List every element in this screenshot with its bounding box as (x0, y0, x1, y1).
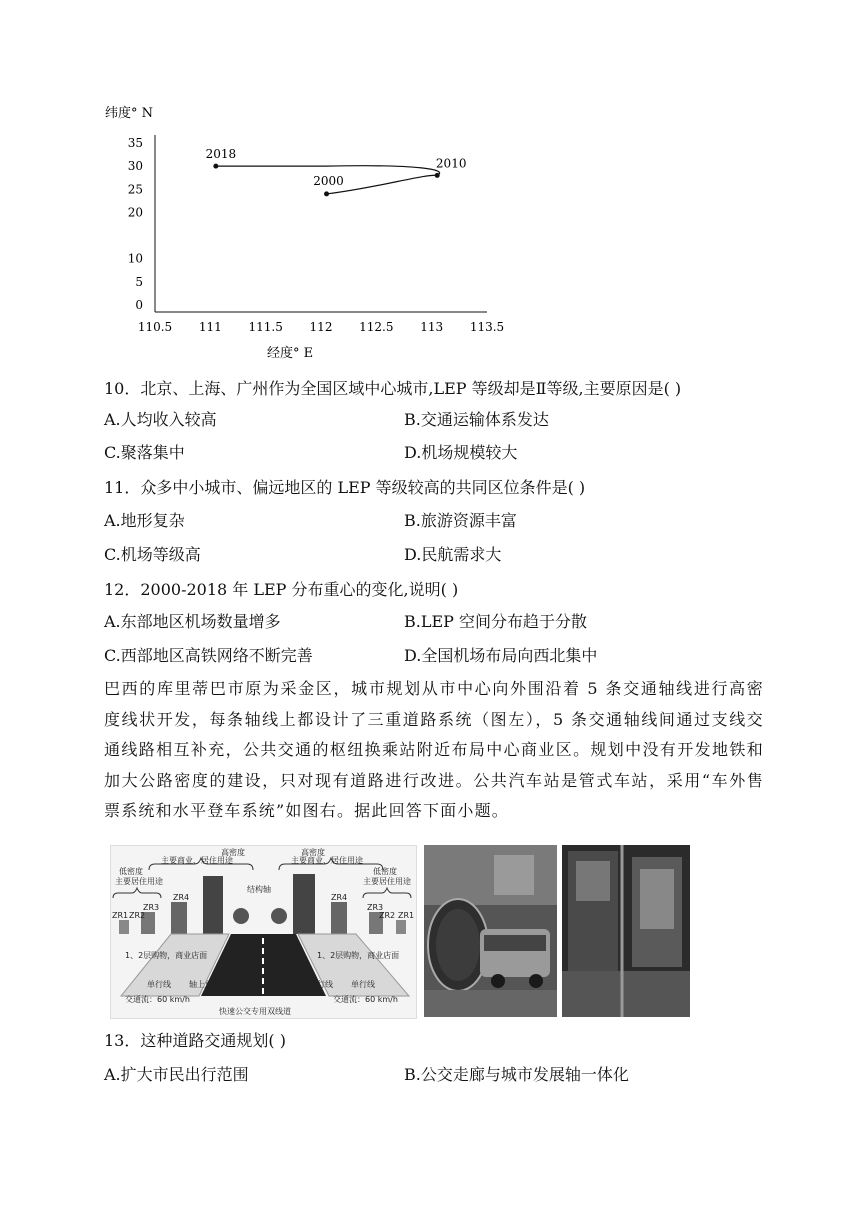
x-axis-label: 经度° E (267, 346, 314, 361)
q13-stem: 13．这种道路交通规划( ) (104, 1031, 286, 1050)
label-traffic-l: 交通流：60 km/h (125, 995, 190, 1004)
y-tick-label: 0 (135, 298, 143, 312)
bus-boarding-svg (562, 845, 690, 1017)
y-tick-label: 5 (135, 274, 143, 289)
q12-option-d[interactable]: D.全国机场布局向西北集中 (404, 646, 598, 665)
tube-station-svg (424, 845, 557, 1017)
x-tick-label: 110.5 (137, 320, 173, 334)
label-bus-lane: 快速公交专用双线道 (219, 1007, 291, 1016)
label-commercial-l: 主要商业、居住用途 (161, 856, 233, 865)
label-oneway-r: 单行线 (351, 980, 375, 989)
label-zr4-l: ZR4 (173, 893, 190, 902)
label-residential-l: 主要居住用途 (115, 877, 163, 886)
q11-option-c[interactable]: C.机场等级高 (104, 545, 201, 564)
q10-option-a[interactable]: A.人均收入较高 (104, 410, 217, 429)
q12-option-a[interactable]: A.东部地区机场数量增多 (104, 612, 281, 631)
label-oneway-l: 单行线 (147, 980, 171, 989)
x-tick-label: 113 (420, 320, 444, 334)
q11-option-a[interactable]: A.地形复杂 (104, 511, 185, 530)
q11-option-b[interactable]: B.旅游资源丰富 (404, 511, 517, 530)
reading-passage: 巴西的库里蒂巴市原为采金区，城市规划从市中心向外围沿着 5 条交通轴线进行高密度线状开发，每条轴线上都设计了三重道路系统（图左），5 条交通轴线间通过支线交通线路相互补充，公共交通的枢纽换乘站附近布局中心商业区。规划中没有开发地铁和加大公路密度的建设，只对现有道路进行改进。公共汽车站是管式车站，采用“车外售票系统和水平登车系统”如图右。据此回答下面小题。 (104, 679, 764, 820)
data-label: 2010 (435, 156, 467, 171)
label-structural-axis: 结构轴 (247, 885, 271, 894)
bus-boarding-photo (562, 845, 690, 1017)
label-zr1-r: ZR1 (398, 911, 415, 920)
data-label: 2018 (205, 147, 237, 162)
label-axis-oneway-r: 轴上单行线 (293, 980, 333, 989)
y-tick-label: 20 (127, 205, 143, 220)
label-shops-l: 1、2层购物，商业店面 (125, 951, 208, 960)
label-commercial-r: 主要商业、居住用途 (291, 856, 363, 865)
q10-option-b[interactable]: B.交通运输体系发达 (404, 410, 549, 429)
q10-stem: 10．北京、上海、广州作为全国区域中心城市,LEP 等级却是Ⅱ等级,主要原因是( ) (104, 379, 682, 398)
q10-option-c[interactable]: C.聚落集中 (104, 443, 185, 462)
x-tick-label: 112.5 (359, 320, 394, 334)
road-system-diagram (110, 845, 417, 1019)
q13-option-a[interactable]: A.扩大市民出行范围 (104, 1065, 249, 1084)
label-high-density-l: 高密度 (221, 848, 245, 857)
data-point (435, 173, 440, 178)
label-zr2-l: ZR2 (129, 911, 146, 920)
q10-option-d[interactable]: D.机场规模较大 (404, 443, 518, 462)
y-tick-label: 30 (127, 159, 143, 174)
label-traffic-r: 交通流：60 km/h (333, 995, 398, 1004)
x-tick-label: 111 (198, 320, 222, 334)
label-low-density-l: 低密度 (119, 867, 143, 876)
label-zr1-l: ZR1 (112, 911, 129, 920)
data-point (213, 164, 218, 169)
label-axis-oneway-l: 轴上单行线 (189, 980, 229, 989)
x-tick-label: 112 (309, 320, 333, 334)
label-residential-r: 主要居住用途 (363, 877, 411, 886)
road-diagram-svg (111, 846, 416, 1018)
label-zr3-l: ZR3 (143, 903, 160, 912)
label-zr3-r: ZR3 (367, 903, 384, 912)
q11-stem: 11．众多中小城市、偏远地区的 LEP 等级较高的共同区位条件是( ) (104, 478, 586, 497)
y-tick-label: 25 (127, 182, 143, 197)
data-point (324, 191, 329, 196)
label-shops-r: 1、2层购物，商业店面 (317, 951, 400, 960)
centroid-chart (95, 95, 515, 370)
q12-option-b[interactable]: B.LEP 空间分布趋于分散 (404, 612, 588, 631)
q13-option-b[interactable]: B.公交走廊与城市发展轴一体化 (404, 1065, 629, 1084)
x-tick-label: 111.5 (248, 320, 283, 334)
label-zr2-r: ZR2 (379, 911, 396, 920)
q12-stem: 12．2000-2018 年 LEP 分布重心的变化,说明( ) (104, 580, 459, 599)
label-high-density-r: 高密度 (301, 848, 325, 857)
data-label: 2000 (313, 173, 344, 188)
label-low-density-r: 低密度 (373, 867, 397, 876)
y-axis-label: 纬度° N (105, 106, 154, 121)
label-zr4-r: ZR4 (331, 893, 348, 902)
x-tick-label: 113.5 (469, 320, 505, 334)
q11-option-d[interactable]: D.民航需求大 (404, 545, 502, 564)
tube-station-photo (424, 845, 557, 1017)
q12-option-c[interactable]: C.西部地区高铁网络不断完善 (104, 646, 313, 665)
y-tick-label: 10 (127, 251, 143, 266)
chart-svg (95, 95, 515, 370)
y-tick-label: 35 (127, 136, 143, 150)
